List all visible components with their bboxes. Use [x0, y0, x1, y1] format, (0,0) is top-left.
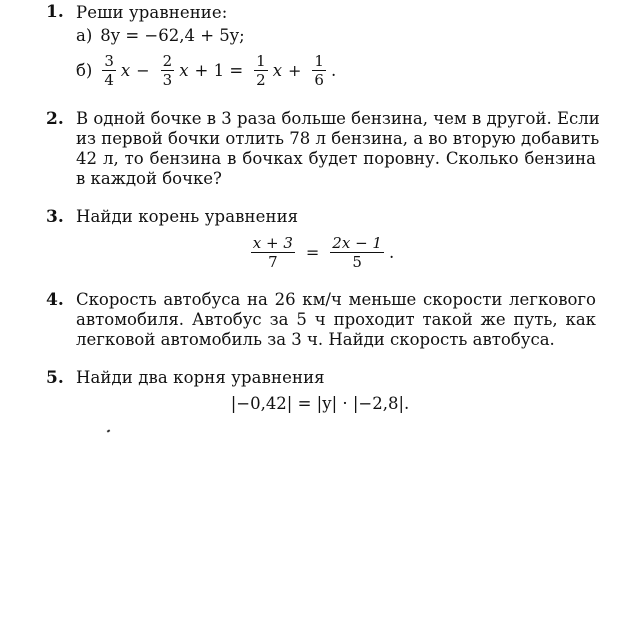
equation-end: .: [388, 243, 395, 262]
operator: +: [288, 61, 302, 80]
task-4-number: 4.: [46, 290, 64, 310]
task-1b-fraction-3: [254, 52, 268, 89]
task-1b: [76, 52, 336, 89]
task-1b-fraction-4: [312, 52, 326, 89]
task-2-number: 2.: [46, 109, 64, 129]
fraction-numerator: 2x − 1: [332, 234, 382, 252]
task-4-text: [76, 290, 596, 350]
task-4-line: легковой автомобиль за 3 ч. Найди скорость автобуса.: [76, 330, 555, 349]
task-5-equation-text: |−0,42| = |y| · |−2,8|.: [230, 394, 410, 413]
task-5-title: Найди два корня уравнения: [76, 368, 325, 387]
fraction-denominator: 3: [162, 71, 173, 89]
fraction-numerator: x + 3: [252, 234, 293, 252]
task-1a-equation: 8y = −62,4 + 5y;: [100, 26, 245, 45]
fraction-numerator: 2: [162, 52, 173, 70]
fraction-denominator: 7: [268, 253, 278, 271]
task-4-line: автомобиля. Автобус за 5 ч проходит такой же путь, как: [76, 310, 596, 329]
task-1-title: Реши уравнение:: [76, 3, 228, 22]
task-2-line: В одной бочке в 3 раза больше бензина, чем в другой. Если: [76, 109, 600, 128]
task-1-number: 1.: [46, 2, 64, 22]
task-3-number: 3.: [46, 207, 64, 227]
equation-tail: + 1 =: [194, 61, 244, 80]
variable-x: x: [272, 61, 282, 80]
task-2-line: из первой бочки отлить 78 л бензина, а во вторую добавить: [76, 129, 600, 148]
stray-pen-mark: [107, 429, 111, 432]
task-3-title: Найди корень уравнения: [76, 207, 299, 226]
fraction-numerator: 3: [104, 52, 114, 70]
task-1b-fraction-1: [102, 52, 116, 89]
task-2-text: [76, 109, 600, 189]
operator: −: [136, 61, 150, 80]
task-3-equation: [0, 234, 640, 271]
task-3-rhs-fraction: [330, 234, 384, 271]
task-1a: [76, 26, 245, 45]
fraction-denominator: 5: [352, 253, 362, 271]
fraction-numerator: 1: [314, 52, 324, 70]
task-1b-label: б): [76, 61, 93, 80]
task-2-line: в каждой бочке?: [76, 169, 222, 188]
task-4-line: Скорость автобуса на 26 км/ч меньше скорости легкового: [76, 290, 596, 309]
task-2-line: 42 л, то бензина в бочках будет поровну. Сколько бензина: [76, 149, 596, 168]
variable-x: x: [179, 61, 189, 80]
equation-end: .: [330, 61, 337, 80]
fraction-numerator: 1: [256, 52, 266, 70]
fraction-denominator: 6: [314, 71, 324, 89]
task-5-number: 5.: [46, 368, 64, 388]
fraction-denominator: 4: [104, 71, 114, 89]
variable-x: x: [120, 61, 131, 80]
fraction-denominator: 2: [256, 71, 266, 89]
equals-sign: =: [305, 243, 320, 262]
task-5-equation: [0, 394, 640, 413]
task-1a-label: а): [76, 26, 93, 45]
task-3-lhs-fraction: [251, 234, 295, 271]
task-1b-fraction-2: [161, 52, 175, 89]
